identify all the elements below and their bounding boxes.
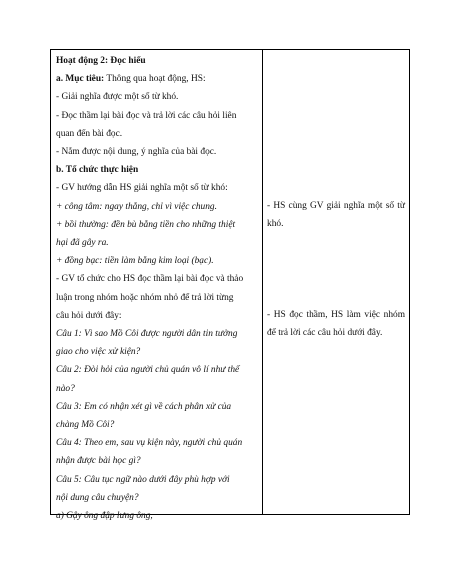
- organization-line: câu hỏi dưới đây:: [56, 310, 122, 321]
- organization-line: a) Gậy ông đập lưng ông,: [56, 511, 153, 522]
- organization-line: nhận được bài học gì?: [56, 456, 141, 467]
- objective-item: - Giải nghĩa được một số từ khó.: [56, 92, 179, 103]
- column-divider: [262, 50, 263, 514]
- objective-text: Thông qua hoạt động, HS:: [104, 74, 206, 85]
- objective-list: [56, 88, 259, 161]
- organization-line: Câu 4: Theo em, sau vụ kiện này, người chủ quán: [56, 438, 243, 449]
- organization-line: + công tâm: ngay thẳng, chỉ vì việc chung.: [56, 201, 217, 212]
- organization-line: luận trong nhóm hoặc nhóm nhỏ để trả lời từng: [56, 292, 234, 303]
- student-activity-1: - HS cùng GV giải nghĩa một số từ khó.: [267, 201, 405, 230]
- organization-line: - GV tổ chức cho HS đọc thầm lại bài đọc và thảo: [56, 274, 244, 285]
- objective-item: quan đến bài đọc.: [56, 128, 123, 139]
- organization-line: hại đã gây ra.: [56, 238, 109, 249]
- objective-item: - Nắm được nội dung, ý nghĩa của bài đọc.: [56, 147, 217, 158]
- section-title: Hoạt động 2: Đọc hiểu: [56, 56, 146, 66]
- objective-heading: [56, 70, 259, 88]
- objective-item: - Đọc thầm lại bài đọc và trả lời các câu hỏi liên: [56, 110, 237, 121]
- organization-line: giao cho việc xử kiện?: [56, 347, 141, 358]
- organization-line: Câu 5: Câu tục ngữ nào dưới đây phù hợp với: [56, 474, 230, 485]
- organization-line: Câu 1: Vì sao Mồ Côi được người dân tin tưởng: [56, 329, 238, 340]
- organization-list: [56, 179, 259, 525]
- objective-label: a. Mục tiêu:: [56, 74, 105, 85]
- student-activity-2: - HS đọc thầm, HS làm việc nhóm để trả lời các câu hỏi dưới đây.: [267, 310, 405, 339]
- organization-line: - GV hướng dẫn HS giải nghĩa một số từ khó:: [56, 183, 228, 194]
- organization-line: nào?: [56, 383, 75, 394]
- organization-line: Câu 2: Đòi hỏi của người chủ quán vô lí như thế: [56, 365, 240, 376]
- organization-line: chàng Mồ Côi?: [56, 420, 115, 431]
- organization-line: + bồi thường: đền bù bằng tiền cho những thiệt: [56, 219, 236, 230]
- organization-line: Câu 3: Em có nhận xét gì về cách phân xử của: [56, 401, 232, 412]
- organization-line: + đồng bạc: tiền làm bằng kim loại (bạc).: [56, 256, 214, 267]
- organization-heading: b. Tổ chức thực hiện: [56, 165, 139, 176]
- organization-line: nội dung câu chuyện?: [56, 492, 139, 503]
- lesson-table: [50, 49, 410, 522]
- teacher-activities-column: [56, 52, 259, 525]
